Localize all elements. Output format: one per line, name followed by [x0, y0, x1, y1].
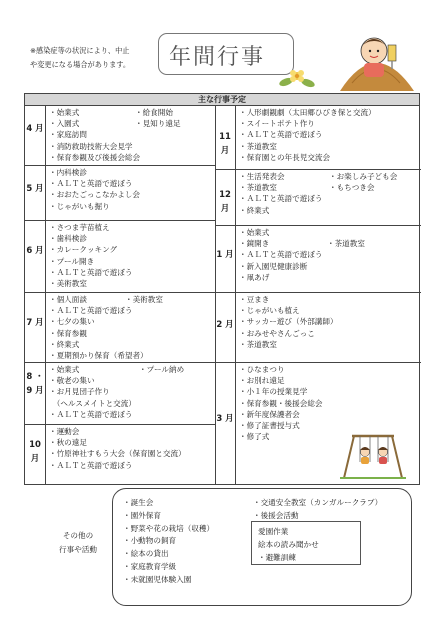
other-activities-right: [253, 497, 382, 523]
event-item: ・茶道教室: [239, 339, 277, 349]
activity-item: ・野菜や花の栽培（収穫）: [123, 523, 215, 533]
event-item: ・保育参観及び後援会総会: [49, 152, 141, 162]
event-item: ・新入園児健康診断: [239, 261, 308, 271]
events-february: [239, 294, 338, 350]
notice-text: [30, 44, 160, 72]
event-item: ・生活発表会: [239, 172, 285, 181]
month-july: 7 月: [26, 318, 44, 328]
month-november: 11 月: [219, 132, 231, 156]
child-on-mound-illustration-icon: [330, 25, 422, 95]
event-item: ・新年度保護者会: [239, 409, 300, 419]
divider: [215, 292, 421, 293]
month-june: 6 月: [26, 246, 44, 256]
other-label-line-1: その他の: [62, 531, 94, 540]
event-item: ・おおたごっこなかよし会: [49, 190, 140, 200]
event-item: ・敬老の集い: [49, 376, 95, 386]
activity-item: 絵本の読み聞かせ: [258, 539, 319, 549]
events-july-extra: [125, 294, 163, 305]
activity-item: ・絵本の貸出: [123, 549, 169, 559]
activity-item: ・交通安全教室（カンガルークラブ）: [253, 498, 383, 507]
event-item: ・プール開き: [49, 256, 95, 266]
event-item: ・見知り遠足: [135, 119, 181, 129]
activity-item: ・未就園児体験入園: [123, 574, 192, 584]
activity-item: ・園外保育: [123, 510, 161, 520]
event-item: ・家庭訪問: [49, 130, 87, 140]
other-label-line-2: 行事や活動: [59, 545, 97, 554]
event-item: ・プール納め: [139, 365, 185, 374]
divider: [25, 165, 215, 166]
event-item: ・美術教室: [49, 279, 87, 289]
event-item: ・消防救助技術大会見学: [49, 141, 133, 151]
events-december-extra: [329, 171, 397, 193]
activities-inner-list: [258, 526, 319, 564]
event-item: ・始業式: [49, 365, 80, 374]
flower-decoration-icon: [278, 66, 318, 88]
event-item: ・ＡＬＴと英語で遊ぼう: [49, 267, 133, 277]
activity-item: ・家庭教育学級: [123, 561, 177, 571]
divider: [215, 106, 216, 484]
month-december: 12 月: [219, 190, 231, 214]
events-march: [239, 364, 323, 442]
notice-line-2: や変更になる場合があります。: [30, 60, 131, 69]
divider: [25, 292, 215, 293]
event-item: ・茶道教室: [239, 141, 277, 151]
event-item: ・茶道教室: [239, 183, 277, 193]
event-item: ・ひなまつり: [239, 365, 285, 374]
month-april: 4 月: [26, 124, 44, 134]
event-item: （ヘルスメイトと交流）: [49, 398, 136, 408]
month-february: 2 月: [216, 320, 234, 330]
divider: [215, 169, 421, 170]
event-item: ・保育参観: [49, 328, 87, 338]
event-item: ・じゃがいも掘り: [49, 201, 110, 211]
activity-item: 愛園作業: [258, 527, 289, 536]
event-item: ・始業式: [49, 108, 80, 117]
event-item: ・夏期預かり保育（希望者）: [49, 351, 148, 361]
event-item: ・修了式: [239, 432, 270, 442]
event-item: ・ＡＬＴと英語で遊ぼう: [49, 306, 133, 316]
event-item: ・さつま芋苗植え: [49, 223, 110, 232]
event-item: ・修了証書授与式: [239, 421, 300, 431]
event-item: ・個人面談: [49, 295, 87, 304]
event-item: ・ＡＬＴと英語で遊ぼう: [49, 460, 133, 470]
event-item: ・カレークッキング: [49, 245, 118, 255]
events-october: [49, 426, 186, 471]
event-item: ・給食開始: [135, 108, 173, 117]
event-item: ・ＡＬＴと英語で遊ぼう: [49, 409, 133, 419]
event-item: ・ＡＬＴと英語で遊ぼう: [239, 130, 323, 140]
events-aug-sep: [49, 364, 136, 420]
event-item: ・お月見団子作り: [49, 387, 110, 397]
schedule-table: [24, 93, 420, 485]
divider: [215, 362, 421, 363]
event-item: ・凧あげ: [239, 272, 270, 282]
event-item: ・茶道教室: [327, 239, 365, 248]
divider: [25, 424, 215, 425]
event-item: ・ＡＬＴと英語で遊ぼう: [49, 179, 133, 189]
event-item: ・もちつき会: [329, 183, 375, 193]
swing-illustration-icon: [338, 432, 408, 480]
event-item: ・入園式: [49, 119, 80, 129]
activity-item: ・避難訓練: [258, 552, 296, 562]
divider: [215, 225, 421, 226]
month-march: 3 月: [216, 414, 234, 424]
event-item: ・保育園との年長児交流会: [239, 152, 331, 162]
event-item: ・鏡開き: [239, 239, 270, 249]
event-item: ・七夕の集い: [49, 317, 95, 327]
event-item: ・竹原神社すもう大会（保育園と交流）: [49, 449, 186, 459]
event-item: ・お楽しみ子ども会: [329, 172, 398, 181]
month-aug-sep: 8 ・ 9 月: [26, 372, 44, 396]
activity-item: ・小動物の飼育: [123, 536, 177, 546]
events-april-extra: [135, 107, 181, 129]
event-item: ・お別れ遠足: [239, 376, 285, 386]
events-december: [239, 171, 323, 216]
events-may: [49, 167, 140, 212]
event-item: ・美術教室: [125, 295, 163, 304]
event-item: ・ＡＬＴと英語で遊ぼう: [239, 194, 323, 204]
event-item: ・小１年の授業見学: [239, 387, 308, 397]
event-item: ・保育参観・後援会総会: [239, 398, 323, 408]
divider: [235, 106, 236, 484]
title-box: [158, 33, 294, 75]
month-january: 1 月: [216, 250, 234, 260]
divider: [25, 220, 215, 221]
activity-item: ・後援会活動: [253, 510, 299, 520]
divider: [45, 106, 46, 484]
event-item: ・スイートポテト作り: [239, 119, 315, 129]
month-may: 5 月: [26, 184, 44, 194]
event-item: ・ＡＬＴと英語で遊ぼう: [239, 250, 323, 260]
events-aug-sep-extra: [139, 364, 184, 375]
schedule-header: 主な行事予定: [25, 94, 419, 106]
activities-inner-box: [251, 521, 361, 565]
event-item: ・内科検診: [49, 168, 87, 177]
events-june: [49, 222, 133, 289]
other-activities-left: [123, 497, 214, 587]
event-item: ・サッカー遊び（外部講師）: [239, 317, 338, 327]
event-item: ・終業式: [49, 339, 80, 349]
activity-item: ・誕生会: [123, 498, 154, 507]
notice-line-1: ※感染症等の状況により、中止: [30, 46, 130, 55]
event-item: ・終業式: [239, 205, 270, 215]
event-item: ・人形劇観劇（太田郷ひびき保と交流）: [239, 108, 376, 117]
event-item: ・秋の遠足: [49, 438, 87, 448]
other-activities-box: [112, 488, 412, 606]
other-activities-label: [48, 529, 108, 557]
month-october: 10 月: [29, 440, 41, 464]
events-january-extra: [327, 238, 365, 249]
events-january: [239, 227, 323, 283]
event-item: ・じゃがいも植え: [239, 306, 300, 316]
divider: [25, 362, 215, 363]
events-november: [239, 107, 376, 163]
event-item: ・運動会: [49, 427, 80, 436]
events-april: [49, 107, 140, 163]
event-item: ・おみせやさんごっこ: [239, 328, 315, 338]
page-title: 年間行事: [169, 45, 266, 70]
event-item: ・豆まき: [239, 295, 270, 304]
event-item: ・歯科検診: [49, 234, 87, 244]
event-item: ・始業式: [239, 228, 270, 237]
